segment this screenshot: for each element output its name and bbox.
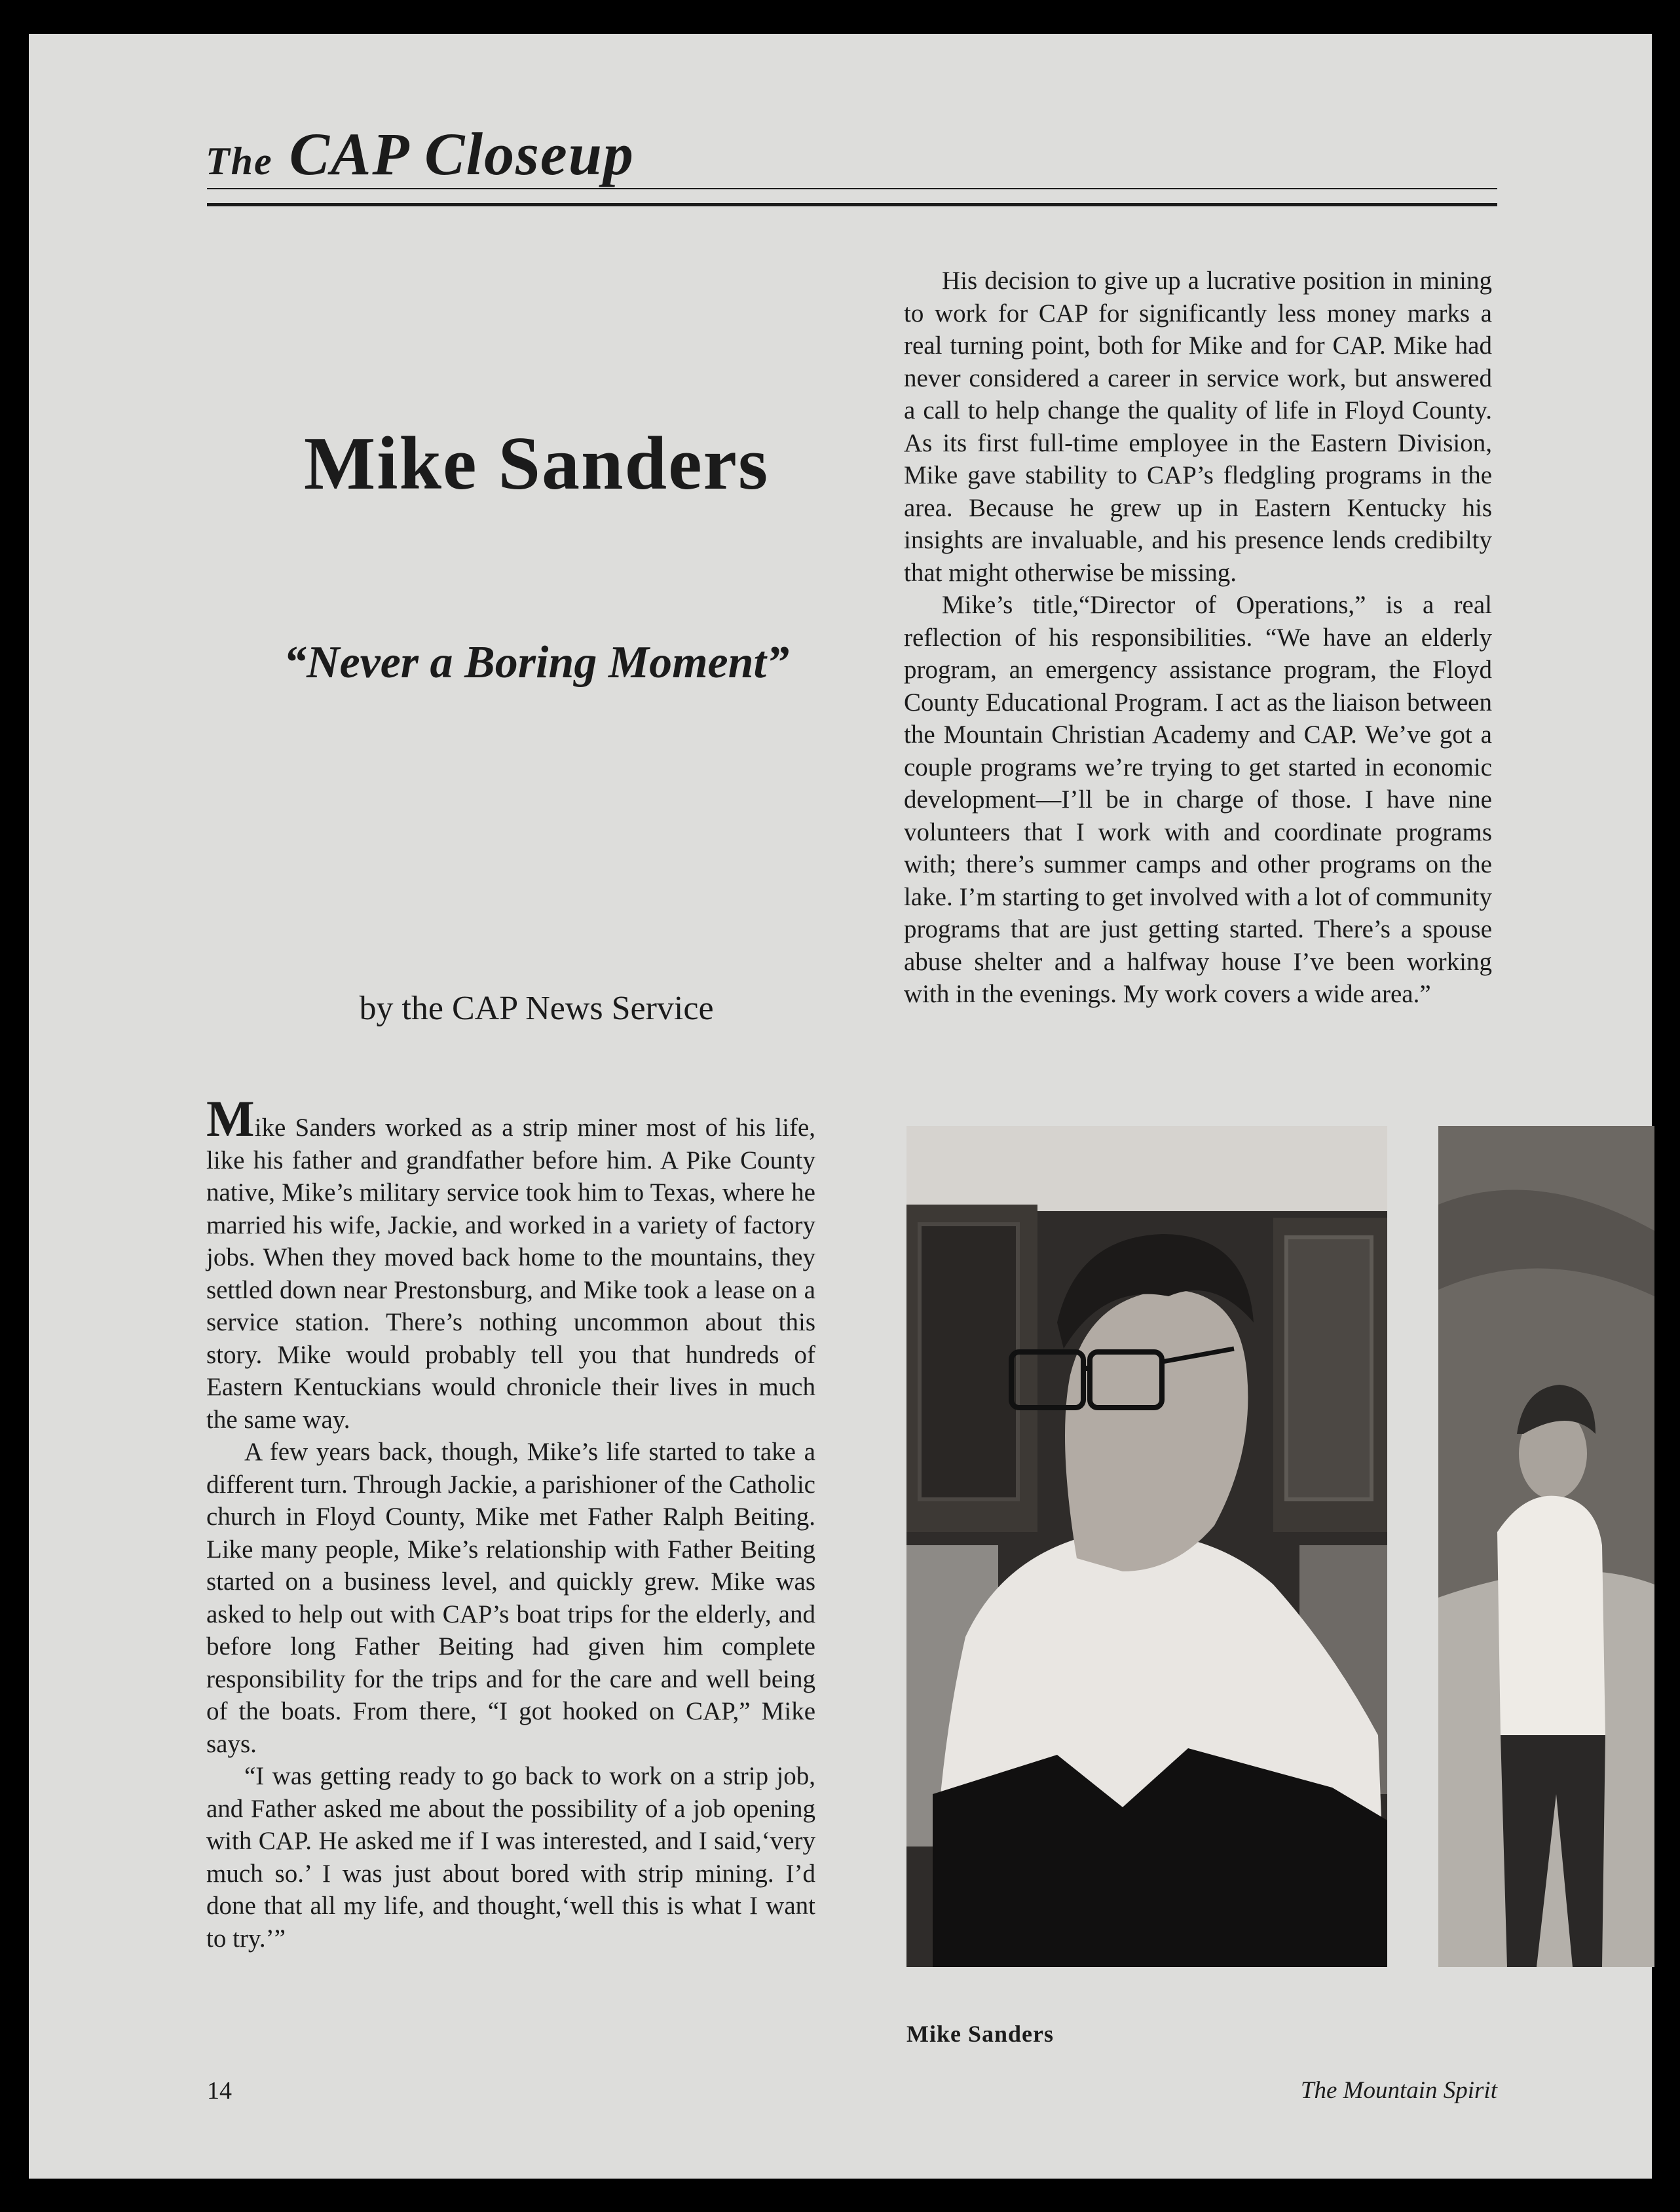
standing-photo-illustration	[1438, 1126, 1654, 1967]
right-column	[904, 265, 1492, 1011]
portrait-photo-illustration	[906, 1126, 1387, 1967]
header-rule-thin	[207, 188, 1497, 189]
paragraph: His decision to give up a lucrative position in mining to work for CAP for significantly less money marks a real turning point, both for Mike and for CAP. Mike had never considered a career in service work, but answered a call to help change the quality of life in Floyd County. As its first full-time employee in the Eastern Division, Mike gave stability to CAP’s fledgling programs in the area. Because he grew up in Eastern Kentucky his insights are invaluable, and his presence lends credibilty that might otherwise be missing.	[904, 267, 1492, 587]
standing-photo	[1438, 1126, 1654, 1967]
header-word-closeup: Closeup	[424, 121, 635, 187]
header-word-the: The	[206, 140, 273, 183]
left-column	[206, 1090, 815, 1955]
paragraph: “I was getting ready to go back to work on a strip job, and Father asked me about the possibility of a job opening with CAP. He asked me if I was interested, and I said,‘very much so.’ I was just about bored with strip mining. I’d done that all my life, and thought,‘well this is what I want to try.’”	[206, 1762, 815, 1953]
article-subtitle: “Never a Boring Moment”	[284, 637, 789, 688]
article-title: Mike Sanders	[303, 422, 770, 506]
magazine-page	[29, 34, 1652, 2179]
page-number: 14	[207, 2077, 232, 2105]
paragraph-text: ike Sanders worked as a strip miner most of his life, like his father and grandfather before him. A Pike County native, Mike’s military service took him to Texas, where he married his wife, Jackie, and worked in a variety of factory jobs. When they moved back home to the mountains, they settled down near Prestonsburg, and Mike took a lease on a service station. There’s nothing uncommon about this story. Mike would probably tell you that hundreds of Eastern Kentuckians would chronicle their lives in much the same way.	[206, 1114, 815, 1434]
header-word-cap: CAP	[289, 121, 409, 187]
drop-cap: M	[206, 1090, 255, 1147]
portrait-photo	[906, 1126, 1387, 1967]
article-byline: by the CAP News Service	[359, 990, 714, 1027]
section-header	[206, 119, 635, 189]
photo-caption: Mike Sanders	[906, 2021, 1055, 2047]
publication-name: The Mountain Spirit	[1300, 2077, 1497, 2104]
paragraph	[206, 1090, 815, 1436]
paragraph: A few years back, though, Mike’s life started to take a different turn. Through Jackie, a parishioner of the Catholic church in Floyd County, Mike met Father Ralph Beiting. Like many people, Mike’s relationship with Father Beiting started on a business level, and quickly grew. Mike was asked to help out with CAP’s boat trips for the elderly, and before long Father Beiting had given him complete responsibility for the trips and for the care and well being of the boats. From there, “I got hooked on CAP,” Mike says.	[206, 1438, 815, 1758]
paragraph: Mike’s title,“Director of Operations,” is a real reflection of his responsibilities. “We have an elderly program, an emergency assistance program, the Floyd County Educational Program. I act as the liaison between the Mountain Christian Academy and CAP. We’ve got a couple programs we’re trying to get started in economic development—I’ll be in charge of those. I have nine volunteers that I work with and coordinate programs with; there’s summer camps and other programs on the lake. I’m starting to get involved with a lot of community programs that are just getting started. There’s a spouse abuse shelter and a halfway house I’ve been working with in the evenings. My work covers a wide area.”	[904, 591, 1492, 1008]
header-rule-thick	[207, 203, 1497, 206]
